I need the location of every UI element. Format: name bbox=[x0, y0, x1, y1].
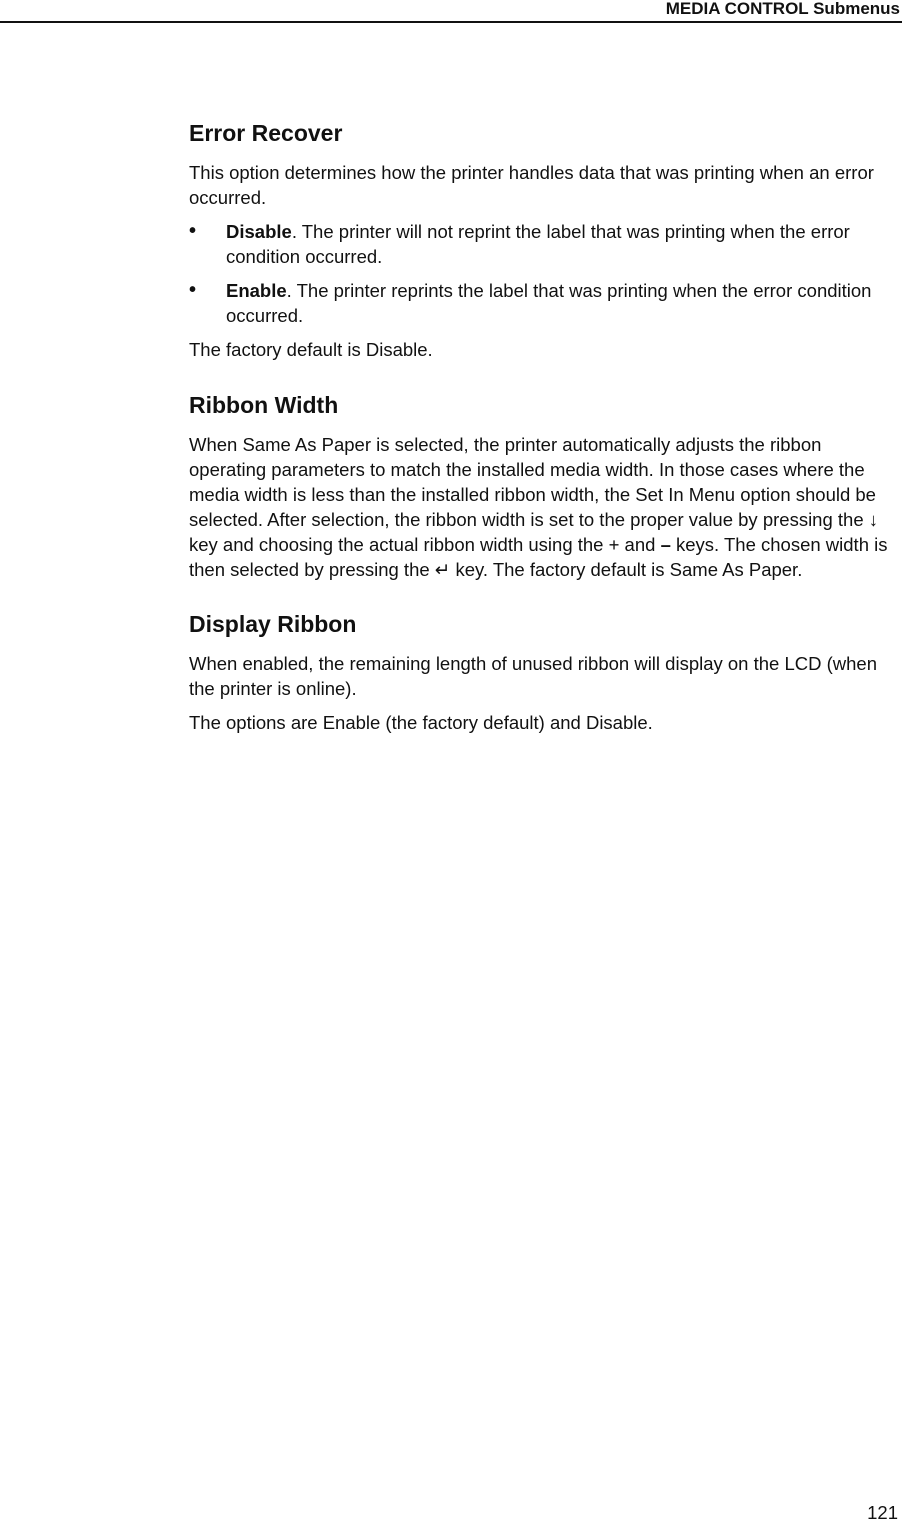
list-item bbox=[189, 278, 900, 328]
section-error-recover bbox=[189, 118, 900, 362]
section-ribbon-width bbox=[189, 390, 900, 582]
section-body bbox=[189, 432, 900, 582]
option-term: Disable bbox=[226, 221, 292, 242]
factory-default-note: The factory default is Disable. bbox=[189, 339, 433, 360]
section-body: When enabled, the remaining length of unused ribbon will display on the LCD (when the printer is online). bbox=[189, 653, 878, 699]
page-content bbox=[189, 118, 900, 735]
bullet-icon: • bbox=[189, 220, 197, 242]
section-heading: Display Ribbon bbox=[189, 611, 357, 637]
page-number: 121 bbox=[867, 1502, 898, 1523]
body-text: key. The factory default is Same As Paper. bbox=[450, 559, 803, 580]
section-heading: Error Recover bbox=[189, 120, 343, 146]
option-list bbox=[189, 219, 900, 328]
options-note: The options are Enable (the factory default) and Disable. bbox=[189, 712, 653, 733]
option-description: . The printer reprints the label that was printing when the error condition occurred. bbox=[226, 280, 872, 326]
body-text: key and choosing the actual ribbon width using the + and bbox=[189, 534, 661, 555]
bullet-icon: • bbox=[189, 279, 197, 301]
minus-key-icon: – bbox=[660, 534, 671, 555]
option-description: . The printer will not reprint the label that was printing when the error condition occurred. bbox=[226, 221, 850, 267]
option-term: Enable bbox=[226, 280, 287, 301]
body-text: When Same As Paper is selected, the printer automatically adjusts the ribbon operating parameters to match the installed media width. In those cases where the media width is less than the installed ribbon width, the Set In Menu option should be selected. After selection, the ribbon width is set to the proper value by pressing the bbox=[189, 434, 876, 530]
section-heading: Ribbon Width bbox=[189, 392, 339, 418]
body-text: keys. The chosen width is then selected by pressing the bbox=[189, 534, 888, 580]
section-display-ribbon bbox=[189, 609, 900, 735]
section-intro: This option determines how the printer handles data that was printing when an error occurred. bbox=[189, 162, 874, 208]
running-header bbox=[0, 0, 902, 23]
list-item bbox=[189, 219, 900, 269]
down-arrow-key-icon: ↓ bbox=[868, 509, 878, 530]
running-header-title: MEDIA CONTROL Submenus bbox=[665, 0, 900, 18]
enter-key-icon: ↵ bbox=[434, 559, 451, 580]
